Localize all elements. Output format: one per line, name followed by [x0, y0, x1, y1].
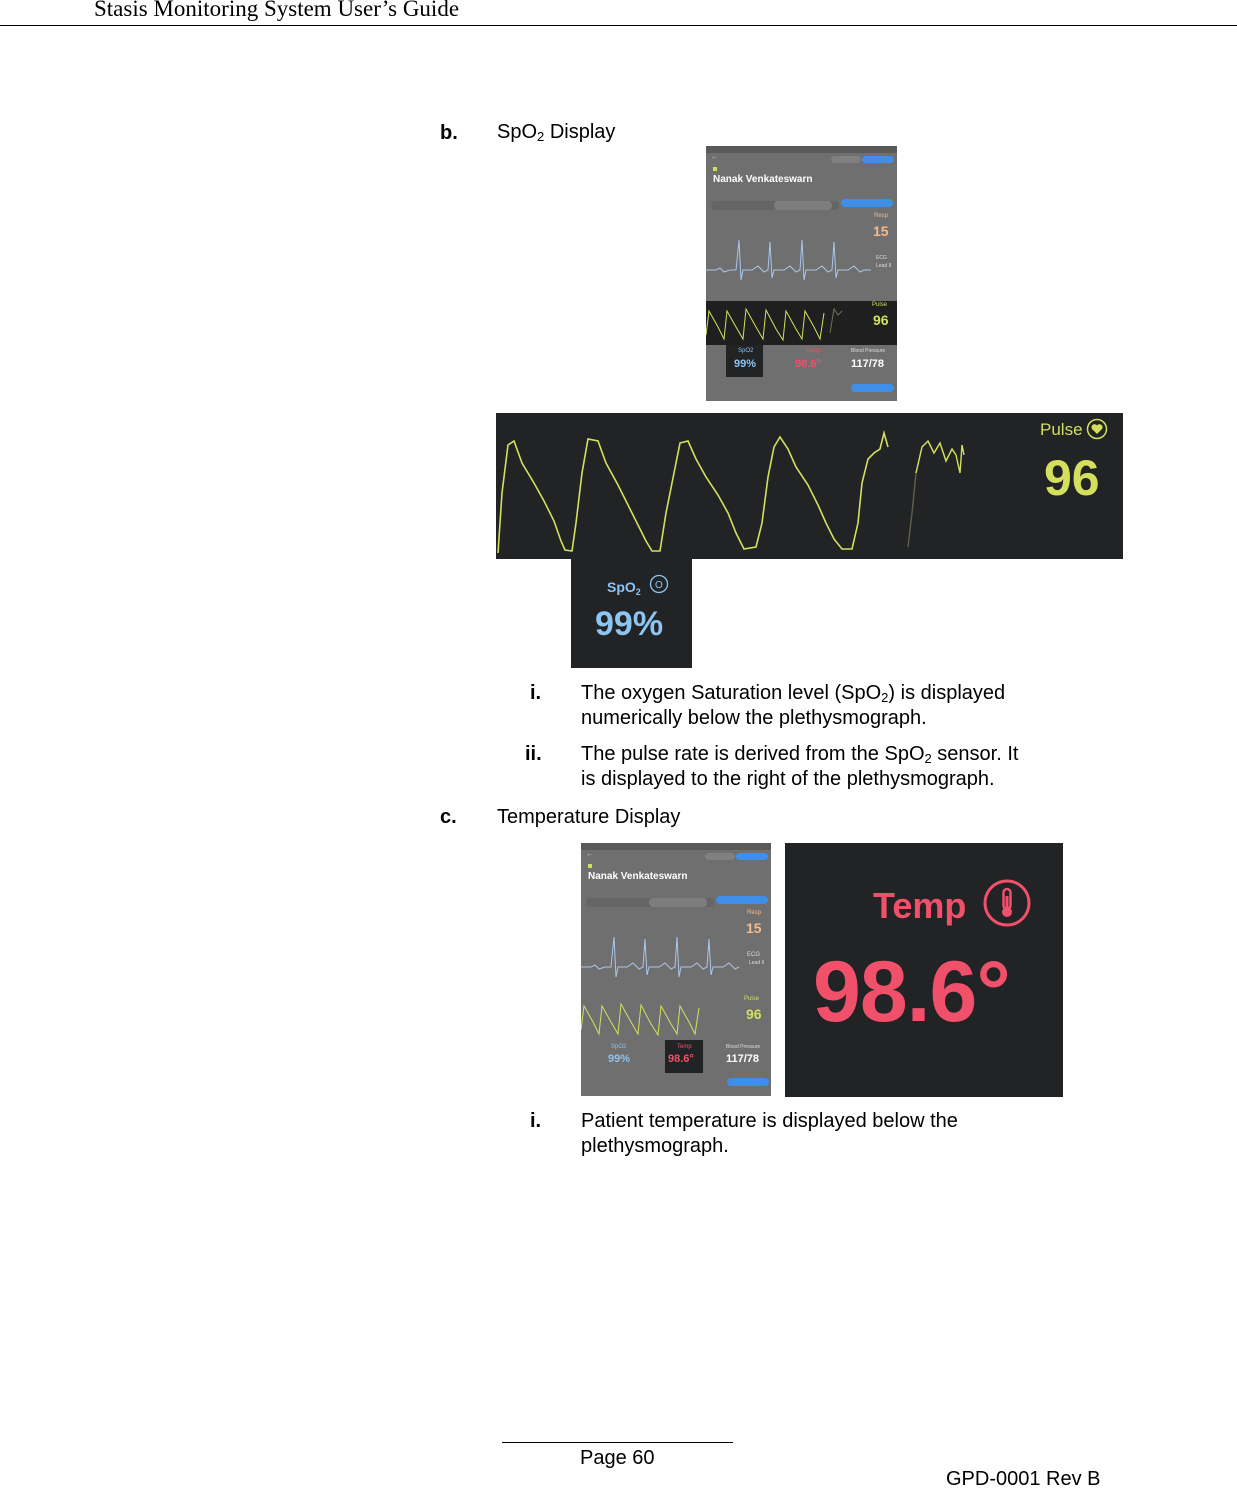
pleth-waveform-small: [706, 303, 856, 343]
resp-value: 15: [873, 223, 889, 239]
heart-icon: [1086, 418, 1108, 440]
pulse-value-small: 96: [873, 312, 889, 328]
spo2-label: SpO$_2$: [607, 579, 641, 597]
pulse-label: Pulse: [1040, 420, 1083, 439]
section-c-title: Temperature Display: [497, 806, 681, 828]
item-b-i-text: The oxygen Saturation level (SpO$_2$) is displayed numerically below the plethysmograph.: [581, 682, 1006, 729]
pulse-value: 96: [1044, 450, 1100, 506]
item-c-i-label: i.: [530, 1110, 542, 1132]
thermometer-icon: [982, 878, 1032, 928]
item-b-ii-text: The pulse rate is derived from the SpO$_2$ sensor. It is displayed to the right of the plethysmograph.: [581, 743, 1019, 790]
item-b-i-label: i.: [530, 682, 542, 704]
back-arrow-icon: ←: [586, 851, 593, 858]
document-id: GPD-0001 Rev B: [946, 1468, 1101, 1490]
temp-zoom: [785, 843, 1063, 1097]
pleth-pulse-zoom: [496, 413, 1123, 559]
oxygen-icon: [649, 574, 669, 594]
item-b-ii-label: ii.: [525, 743, 542, 765]
footer-rule: [502, 1442, 733, 1443]
pleth-waveform: [496, 413, 1123, 559]
running-header: Stasis Monitoring System User’s Guide: [94, 0, 460, 21]
spo2-value: 99%: [595, 605, 664, 643]
temp-label: Temp: [873, 885, 967, 926]
patient-name: Nanak Venkateswarn: [713, 174, 813, 185]
ecg-waveform: [706, 230, 871, 290]
section-b-title: SpO$_2$ Display: [497, 121, 616, 144]
back-arrow-icon: ←: [711, 154, 718, 161]
svg-text:O: O: [655, 580, 663, 591]
header-rule: [0, 25, 1237, 26]
patient-name: Nanak Venkateswarn: [588, 871, 688, 882]
pleth-waveform-small: [581, 998, 731, 1038]
section-b-label: b.: [440, 122, 458, 144]
monitor-screenshot-temp: ← Nanak Venkateswarn Resp 15 ECG Lead II Pulse 96 SpO2 99% Temp 98.6° Blood Pressure 117/78: [581, 843, 771, 1096]
ecg-waveform: [581, 927, 741, 987]
spo2-zoom: [571, 559, 692, 668]
temp-value: 98.6°: [813, 944, 1010, 1040]
monitor-screenshot-spo2: ← Nanak Venkateswarn Resp 15 ECG Lead II Pulse 96 SpO2 99% Temp 98.6° Blood Pressure 117/78: [706, 146, 897, 401]
item-c-i-text: Patient temperature is displayed below the plethysmograph.: [581, 1110, 958, 1157]
page-number: Page 60: [580, 1447, 655, 1469]
section-c-label: c.: [440, 806, 457, 828]
